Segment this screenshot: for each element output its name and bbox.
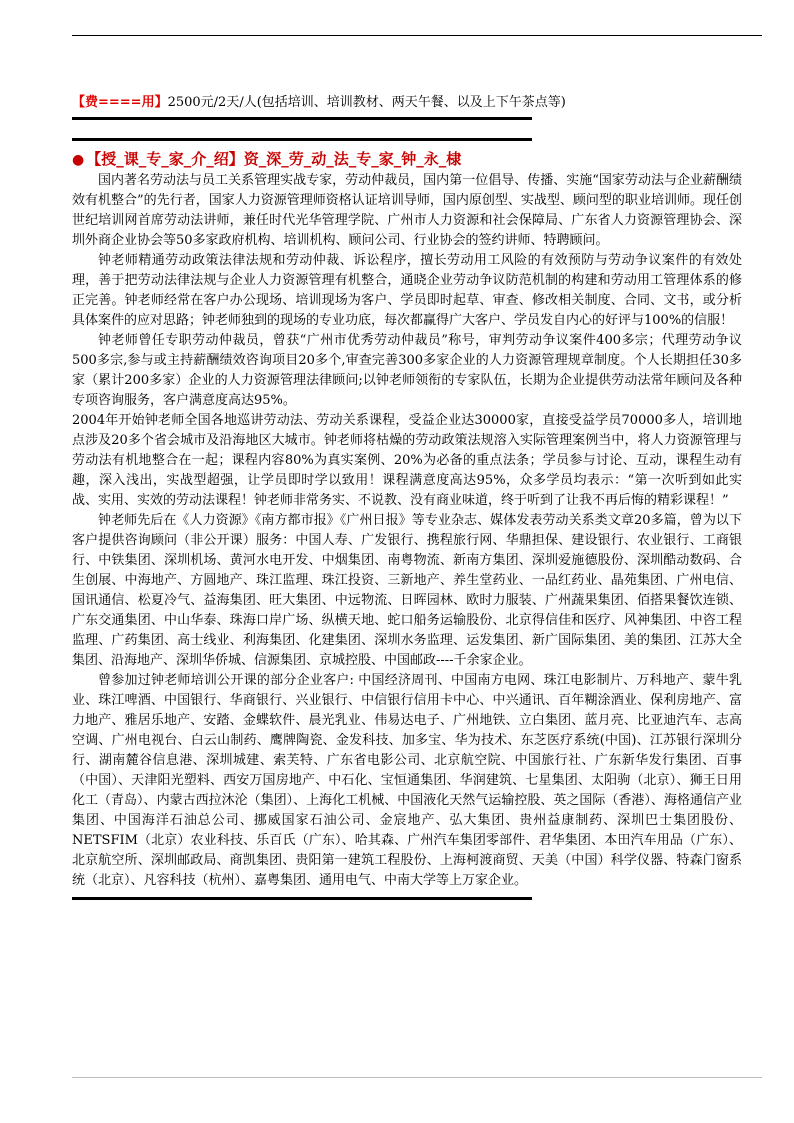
separator-bar bbox=[72, 138, 532, 141]
header-rule bbox=[72, 35, 762, 36]
fee-text: 2500元/2天/人(包括培训、培训教材、两天午餐、以及上下午茶点等) bbox=[167, 95, 566, 110]
separator-bar bbox=[72, 897, 532, 900]
bio-paragraph: 钟老师曾任专职劳动仲裁员，曾获“广州市优秀劳动仲裁员”称号，审判劳动争议案件400多宗；代理劳动争议500多宗,参与或主持薪酬绩效咨询项目20多个,审查完善300多家企业的人力资源管理规章制度。个人长期担任30多家（累计200多家）企业的人力资源管理法律顾问;以钟老师领衔的专家队伍，长期为企业提供劳动法常年顾问及各种专项咨询服务，客户满意度高达95%。 bbox=[72, 333, 742, 408]
section-title-text: 【授_课_专_家_介_绍】资_深_劳_动_法_专_家_钟_永_棣 bbox=[86, 150, 462, 168]
fee-label: 【费====用】 bbox=[72, 95, 168, 110]
clients-paragraph: 曾参加过钟老师培训公开课的部分企业客户: 中国经济周刊、中国南方电网、珠江电影制片、万科地产、蒙牛乳业、珠江啤酒、中国银行、华商银行、兴业银行、中信银行信用卡中心、中兴通讯、百年糊涂酒业、保利房地产、富力地产、雅居乐地产、安踏、金蝶软件、晨光乳业、伟易达电子、广州地铁、立白集团、蓝月亮、比亚迪汽车、志高空调、广州电视台、白云山制药、鹰牌陶瓷、金发科技、加多宝、华为技术、东芝医疗系统(中国)、江苏银行深圳分行、湖南麓谷信息港、深圳城建、索芙特、广东省电影公司、北京航空院、中国旅行社、广东新华发行集团、百事（中国）、天津阳光塑料、西安万国房地产、中石化、宝恒通集团、华润建筑、七星集团、太阳驹（北京）、狮王日用化工（青岛）、内蒙古西拉沐沦（集团）、上海化工机械、中国液化天然气运输控股、英之国际（香港）、海格通信产业集团、中国海洋石油总公司、挪威国家石油公司、金宸地产、弘大集团、贵州益康制药、深圳巴士集团股份、NETSFIM（北京）农业科技、乐百氏（广东）、哈其森、广州汽车集团零部件、君华集团、本田汽车用品（广东）、北京航空所、深圳邮政局、商凯集团、贵阳第一建筑工程股份、上海柯渡商贸、天美（中国）科学仪器、特森门窗系统（北京）、凡容科技（杭州）、嘉粤集团、通用电气、中南大学等上万家企业。 bbox=[72, 673, 742, 888]
clients-paragraph: 钟老师先后在《人力资源》《南方都市报》《广州日报》等专业杂志、媒体发表劳动关系类文章20多篇，曾为以下客户提供咨询顾问（非公开课）服务：中国人寿、广发银行、携程旅行网、华鼎担保、建设银行、农业银行、工商银行、中铁集团、深圳机场、黄河水电开发、中烟集团、南粤物流、新南方集团、深圳爱施德股份、深圳酷动数码、合生创展、中海地产、方圆地产、珠江监理、珠江投资、三新地产、养生堂药业、一品红药业、晶苑集团、广州电信、国讯通信、松夏冷气、益海集团、旺大集团、中远物流、日晖园林、欧时力服装、广州蔬果集团、佰搭果餐饮连锁、广东交通集团、中山华泰、珠海口岸广场、纵横天地、蛇口船务运输股份、北京得信佳和医疗、风神集团、中咨工程监理、广药集团、高士线业、利海集团、化建集团、深圳水务监理、运发集团、新广国际集团、美的集团、江苏大全集团、沿海地产、深圳华侨城、信源集团、京城控股、中国邮政----千余家企业。 bbox=[72, 513, 742, 668]
bullet-icon: ● bbox=[72, 152, 85, 168]
separator-bar bbox=[72, 117, 532, 120]
fee-line bbox=[72, 93, 742, 113]
bio-paragraph: 国内著名劳动法与员工关系管理实战专家，劳动仲裁员，国内第一位倡导、传播、实施“国家劳动法与企业薪酬绩效有机整合”的先行者，国家人力资源管理师资格认证培训导师，国内原创型、实战型、顾问型的职业培训师。现任创世纪培训网首席劳动法讲师，兼任时代光华管理学院、广州市人力资源和社会保障局、广东省人力资源管理协会、深圳外商企业协会等50多家政府机构、培训机构、顾问公司、行业协会的签约讲师、特聘顾问。 bbox=[72, 173, 742, 248]
footer-rule bbox=[72, 1077, 762, 1078]
section-title bbox=[72, 149, 742, 171]
document-body bbox=[72, 93, 742, 900]
bio-paragraph: 钟老师精通劳动政策法律法规和劳动仲裁、诉讼程序，擅长劳动用工风险的有效预防与劳动争议案件的有效处理，善于把劳动法律法规与企业人力资源管理有机整合，通晓企业劳动争议防范机制的构建和劳动用工管理体系的修正完善。钟老师经常在客户办公现场、培训现场为客户、学员即时起草、审查、修改相关制度、合同、文书，或分析具体案件的应对思路；钟老师独到的现场的专业功底，每次都赢得广大客户、学员发自内心的好评与100%的信服！ bbox=[72, 253, 742, 328]
bio-paragraph: 2004年开始钟老师全国各地巡讲劳动法、劳动关系课程，受益企业达30000家，直接受益学员70000多人，培训地点涉及20多个省会城市及沿海地区大城市。钟老师将枯燥的劳动政策法规溶入实际管理案例当中，将人力资源管理与劳动法有机地整合在一起；课程内容80%为真实案例、20%为必备的重点法条；学员参与讨论、互动，课程生动有趣，深入浅出，实战型超强，让学员即时学以致用！课程满意度高达95%，众多学员均表示：“第一次听到如此实战、实用、实效的劳动法课程！钟老师非常务实、不说教、没有商业味道，终于听到了让我不再后悔的精彩课程！” bbox=[72, 413, 742, 508]
